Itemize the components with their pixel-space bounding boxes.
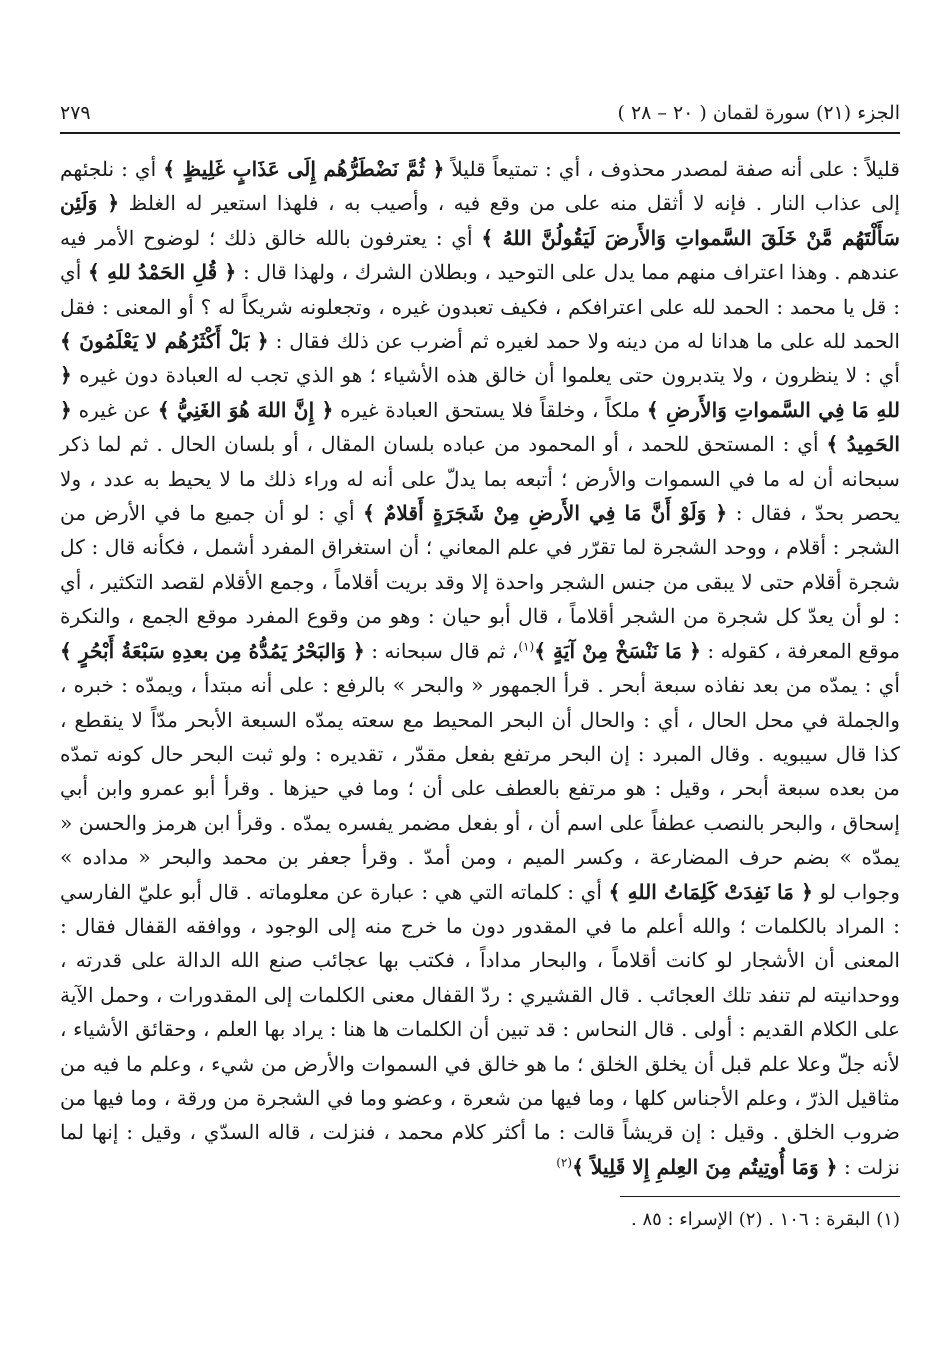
text-run: عن غيره bbox=[71, 397, 158, 422]
quran-verse: ﴿ ثُمَّ نَضْطَرُّهُم إِلَى عَذَابٍ غَلِيظٍ ﴾ bbox=[163, 157, 445, 181]
footnote-rule bbox=[620, 1196, 900, 1197]
footnotes: (١) البقرة : ١٠٦ . (٢) الإسراء : ٨٥ . bbox=[630, 1209, 900, 1231]
text-run: أي : يمدّه من بعد نفاذه سبعة أبحر . قرأ الجمهور « والبحر » بالرفع : على أنه مبتدأ ، ويمدّه : خبره ، والجملة في محل الحال ، أي : والحال أن البحر المحيط مع سعته يمدّه السبعة الأبحر مدّاً لا ينقطع ، كذا قال سيبويه . وقال المبرد : إن البحر مرتفع بفعل مقدّر ، تقديره : ولو ثبت البحر حال كونه تمدّه من بعده سبعة أبحر ، وقيل : هو مرتفع بالعطف على أن ؛ وما في حيزها . وقرأ أبو عمرو وابن أبي إسحاق ، والبحر بالنصب عطفاً على اسم أن ، أو بفعل مضمر يفسره يمدّه . وقرأ ابن هرمز والحسن « يمدّه » بضم حرف المضارعة ، وكسر الميم ، ومن أمدّ . وقرأ جعفر بن محمد والبحر « مداده » وجواب لو bbox=[60, 673, 900, 904]
running-title: الجزء (٢١) سورة لقمان ( ٢٠ – ٢٨ ) bbox=[617, 102, 900, 124]
text-run: أي : لو أن جميع ما في الأرض من الشجر : أقلام ، ووحد الشجرة لما تقرّر في علم المعاني ؛ أن استغراق المفرد أشمل ، فكأنه قال : كل شجرة أقلام حتى لا يبقى من جنس الشجر واحدة إلا وقد بريت أقلاماً ، وجمع الأقلام لقصد التكثير ، أي : لو أن يعدّ كل شجرة من الشجر أقلاماً ، قال أبو حيان : وهو من وقوع المفرد موقع الجمع ، والنكرة موقع المعرفة ، كقوله : bbox=[60, 501, 901, 663]
page-number: ٢٧٩ bbox=[60, 102, 91, 124]
page-header bbox=[60, 96, 900, 130]
quran-verse: ﴿ مَا نَنْسَخْ مِنْ آيَةٍ ﴾ bbox=[534, 638, 701, 663]
text-run: أي : يعترفون بالله خالق ذلك ؛ لوضوح الأمر فيه عندهم . وهذا اعتراف منهم مما يدل على التوحيد ، وبطلان الشرك ، ولهذا قال : bbox=[60, 225, 900, 285]
quran-verse: ﴿ وَلَوْ أَنَّ مَا فِي الأَرضِ مِنْ شَجَرَةٍ أَقلامٌ ﴾ bbox=[363, 501, 728, 526]
header-rule bbox=[60, 132, 900, 134]
quran-verse: ﴿ بَلْ أَكْثَرُهُم لا يَعْلَمُونَ ﴾ bbox=[60, 329, 269, 354]
body-paragraph bbox=[60, 152, 900, 1184]
quran-verse: ﴿ للهِ مَا فِي السَّمواتِ وَالأَرضِ ﴾ bbox=[60, 363, 900, 422]
text-run: قليلاً : على أنه صفة لمصدر محذوف ، أي : تمتيعاً قليلاً bbox=[444, 157, 900, 181]
text-run: أي : كلماته التي هي : عبارة عن معلوماته . قال أبو عليّ الفارسي : المراد بالكلمات ؛ والله أعلم ما في المقدور دون ما خرج منه إلى الوجود ، ووافقه القفال فقال : المعنى أن الأشجار لو كانت أقلاماً ، والبحار مداداً ، فكتب بها عجائب صنع الله الدالة على قدرته ، ووحدانيته لم تنفد تلك العجائب . قال القشيري : ردّ القفال معنى الكلمات إلى المقدورات ، وحمل الآية على الكلام القديم : أولى . قال النحاس : قد تبين أن الكلمات ها هنا : يراد بها العلم ، وحقائق الأشياء ، لأنه جلّ وعلا علم قبل أن يخلق الخلق ؛ ما هو خالق في السموات والأرض من شيء ، وعلم ما فيه من مثاقيل الذرّ ، وعلم الأجناس كلها ، وما فيها من شعرة ، وعضو وما في الشجرة من ورقة ، وما فيها من ضروب الخلق . وقيل : إن قريشاً قالت : ما أكثر كلام محمد ، فنزلت ، قاله السدّي ، وقيل : إنها لما نزلت : bbox=[60, 879, 900, 1179]
quran-verse: ﴿ مَا نَفِدَتْ كَلِمَاتُ اللهِ ﴾ bbox=[608, 879, 813, 904]
quran-verse: ﴿ وَمَا أُوتِيتُم مِنَ العِلمِ إِلا قَلِيلاً ﴾ bbox=[572, 1154, 838, 1179]
footnote-marker: (٢) bbox=[556, 1155, 573, 1170]
quran-verse: ﴿ وَالبَحْرُ يَمُدُّهُ مِن بعدِهِ سَبْعَةُ أَبْحُرٍ ﴾ bbox=[60, 638, 365, 663]
quran-verse: ﴿ إِنَّ اللهَ هُوَ الغَنِيُّ ﴾ bbox=[157, 397, 334, 422]
text-run: أي : قل يا محمد : الحمد لله على اعترافكم ، فكيف تعبدون غيره ، وتجعلونه شريكاً له ؟ أو المعنى : فقل الحمد لله على ما هدانا له من دينه ولا حمد لغيره ثم أضرب عن ذلك فقال : bbox=[60, 260, 900, 354]
text-run: أي : المستحق للحمد ، أو المحمود من عباده بلسان المقال ، أو بلسان الحال . ثم لما ذكر سبحانه أن له ما في السموات والأرض ؛ أتبعه بما يدلّ على أنه له وراء ذلك ما لا يحيط به عدد ، ولا يحصر بحدّ ، فقال : bbox=[60, 432, 900, 526]
quran-verse: ﴿ وَلَئِن سَأَلْتَهُم مَّنْ خَلَقَ السَّمواتِ وَالأَرضَ لَيَقُولُنَّ اللهُ ﴾ bbox=[60, 191, 900, 250]
quran-verse: ﴿ قُلِ الحَمْدُ للهِ ﴾ bbox=[88, 260, 237, 285]
book-page bbox=[60, 96, 900, 1235]
text-run: ، ثم قال سبحانه : bbox=[364, 638, 519, 663]
footnote-marker: (١) bbox=[518, 638, 535, 653]
text-run: ملكاً ، وخلقاً فلا يستحق العبادة غيره bbox=[333, 397, 647, 422]
text-run: أي : نلجئهم إلى عذاب النار . فإنه لا أثقل منه على من وقع فيه ، وأصيب به ، فلهذا استعير له الغلظ bbox=[60, 157, 901, 216]
quran-verse: ﴿ الحَمِيدُ ﴾ bbox=[60, 397, 900, 457]
text-run: أي : لا ينظرون ، ولا يتدبرون حتى يعلموا أن خالق هذه الأشياء ؛ هو الذي تجب له العبادة دون غيره bbox=[71, 363, 900, 388]
